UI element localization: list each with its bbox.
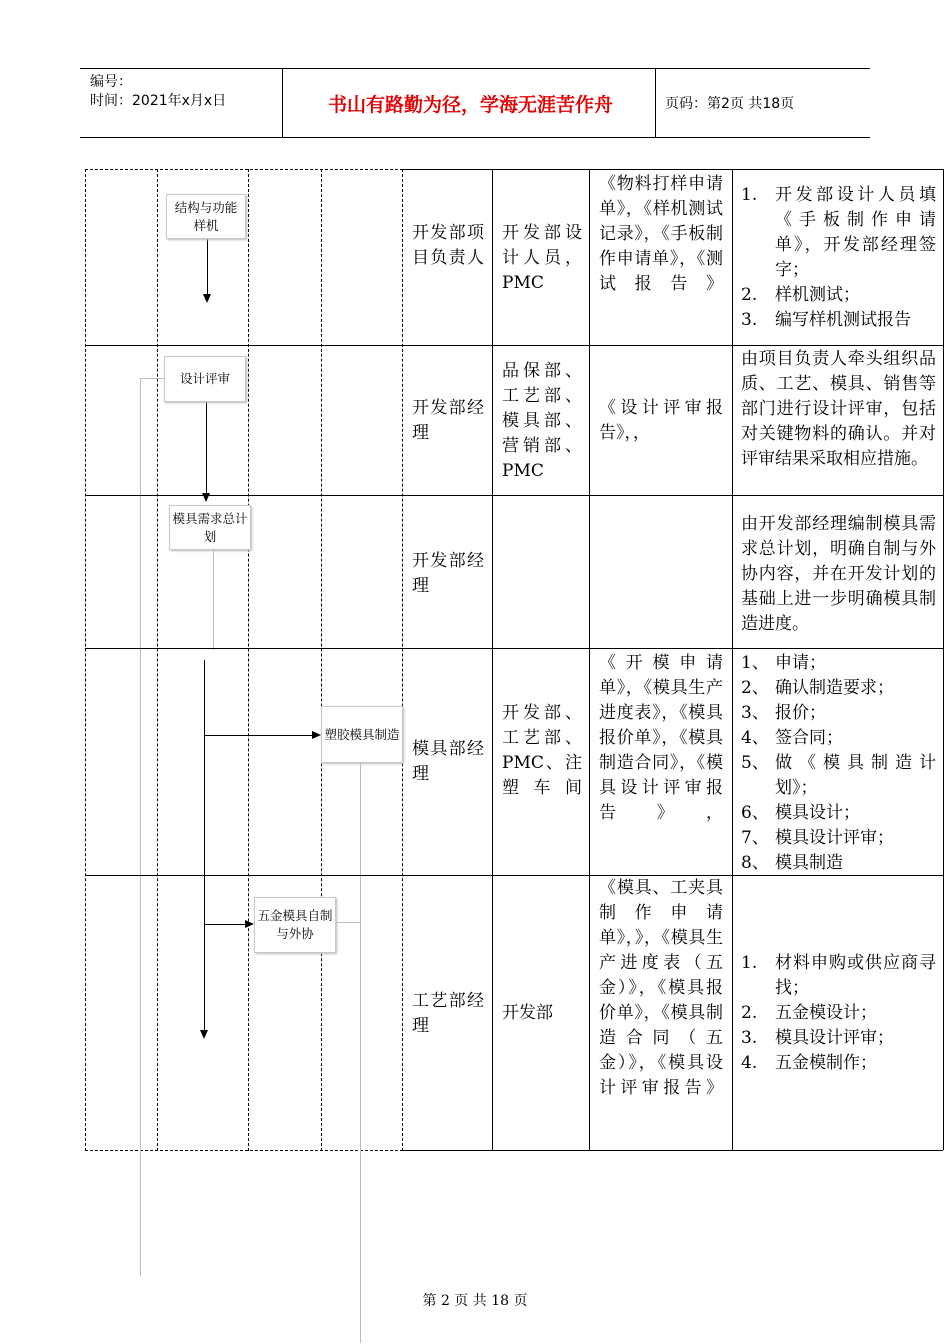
row-owner: 工艺部经理 — [412, 991, 484, 1036]
flow-connector — [207, 239, 208, 295]
flow-node: 结构与功能样机 — [166, 194, 246, 239]
row-steps — [741, 951, 936, 1076]
page-header — [80, 68, 870, 138]
guide-line — [140, 378, 164, 379]
step-item: 4、 签合同； — [741, 728, 843, 748]
row-documents: 《模具、工夹具制作申请单》，》，《模具生产进度表（五金）》，《模具报价单》，《模具制造合同（五金）》，《模具设计评审报告》 — [599, 878, 723, 1098]
row-documents: 《开模申请单》，《模具生产进度表》，《模具报价单》，《模具制造合同》，《模具设计评审报告》， — [599, 653, 723, 823]
guide-line — [360, 763, 361, 1343]
row-owner: 开发部经理 — [412, 398, 484, 443]
row-owner: 开发部项目负责人 — [412, 223, 484, 268]
header-divider — [655, 69, 656, 137]
row-border — [85, 495, 943, 496]
row-participants: 品保部、工艺部、模具部、营销部、PMC — [502, 361, 582, 481]
row-description: 由开发部经理编制模具需求总计划，明确自制与外协内容，并在开发计划的基础上进一步明确模具制造进度。 — [741, 514, 936, 634]
arrow-right-icon — [312, 731, 321, 739]
column-border — [589, 169, 590, 1150]
flow-node: 设计评审 — [164, 356, 246, 402]
guide-line — [336, 922, 360, 923]
step-item: 3、 报价； — [741, 703, 826, 723]
step-item: 8、 模具制造 — [741, 853, 843, 873]
column-border — [492, 169, 493, 1150]
step-item: 2. 样机测试； — [741, 285, 860, 305]
row-description: 由项目负责人牵头组织品质、工艺、模具、销售等部门进行设计评审，包括对关键物料的确认。并对评审结果采取相应措施。 — [741, 349, 936, 469]
lane-separator — [321, 169, 322, 1151]
flow-connector — [205, 924, 245, 925]
column-border — [943, 169, 944, 1150]
flow-node: 模具需求总计划 — [169, 505, 251, 550]
lane-separator — [157, 169, 249, 1151]
flow-connector — [204, 660, 205, 1030]
step-item: 1、 申请； — [741, 653, 826, 673]
guide-line — [140, 378, 141, 1276]
step-item: 7、 模具设计评审； — [741, 828, 894, 848]
row-participants: 开发部设计人员，PMC — [502, 223, 582, 293]
time-label: 时间：2021年x月x日 — [90, 93, 227, 109]
row-owner: 模具部经理 — [412, 739, 484, 784]
flow-node: 塑胶模具制造 — [321, 706, 403, 763]
table-border — [403, 169, 943, 170]
flow-connector — [205, 735, 312, 736]
step-item: 3. 模具设计评审； — [741, 1028, 894, 1048]
step-item: 5、 做《模具制造计划》； — [741, 753, 936, 798]
row-documents: 《物料打样申请单》，《样机测试记录》，《手板制作申请单》，《测试报告》 — [599, 174, 723, 294]
step-item: 2、 确认制造要求； — [741, 678, 894, 698]
row-steps — [741, 651, 936, 876]
step-item: 3. 编写样机测试报告 — [741, 310, 911, 330]
row-border — [85, 648, 943, 649]
arrow-down-icon — [200, 1030, 208, 1039]
header-meta — [90, 73, 226, 111]
row-documents: 《设计评审报告》，， — [599, 398, 723, 443]
header-motto: 书山有路勤为径，学海无涯苦作舟 — [327, 93, 613, 116]
step-item: 4. 五金模制作； — [741, 1053, 877, 1073]
table-border — [403, 1150, 943, 1151]
step-item: 2. 五金模设计； — [741, 1003, 877, 1023]
row-participants: 开发部 — [502, 1003, 553, 1023]
step-item: 1. 开发部设计人员填《手板制作申请单》，开发部经理签字； — [741, 185, 936, 280]
row-border — [85, 345, 943, 346]
step-item: 1. 材料申购或供应商寻找； — [741, 953, 936, 998]
column-border — [732, 169, 733, 1150]
row-owner: 开发部经理 — [412, 551, 484, 596]
page-info: 页码：第2页 共18页 — [665, 96, 795, 112]
guide-line — [213, 550, 214, 650]
flow-node: 五金模具自制与外协 — [254, 897, 336, 953]
row-steps — [741, 183, 936, 333]
step-item: 6、 模具设计； — [741, 803, 860, 823]
flow-connector — [206, 402, 207, 494]
page-footer: 第 2 页 共 18 页 — [422, 1293, 528, 1309]
arrow-down-icon — [203, 294, 211, 303]
arrow-right-icon — [245, 920, 254, 928]
number-label: 编号： — [90, 74, 132, 90]
row-participants: 开发部、工艺部、PMC、注塑车间 — [502, 703, 582, 798]
